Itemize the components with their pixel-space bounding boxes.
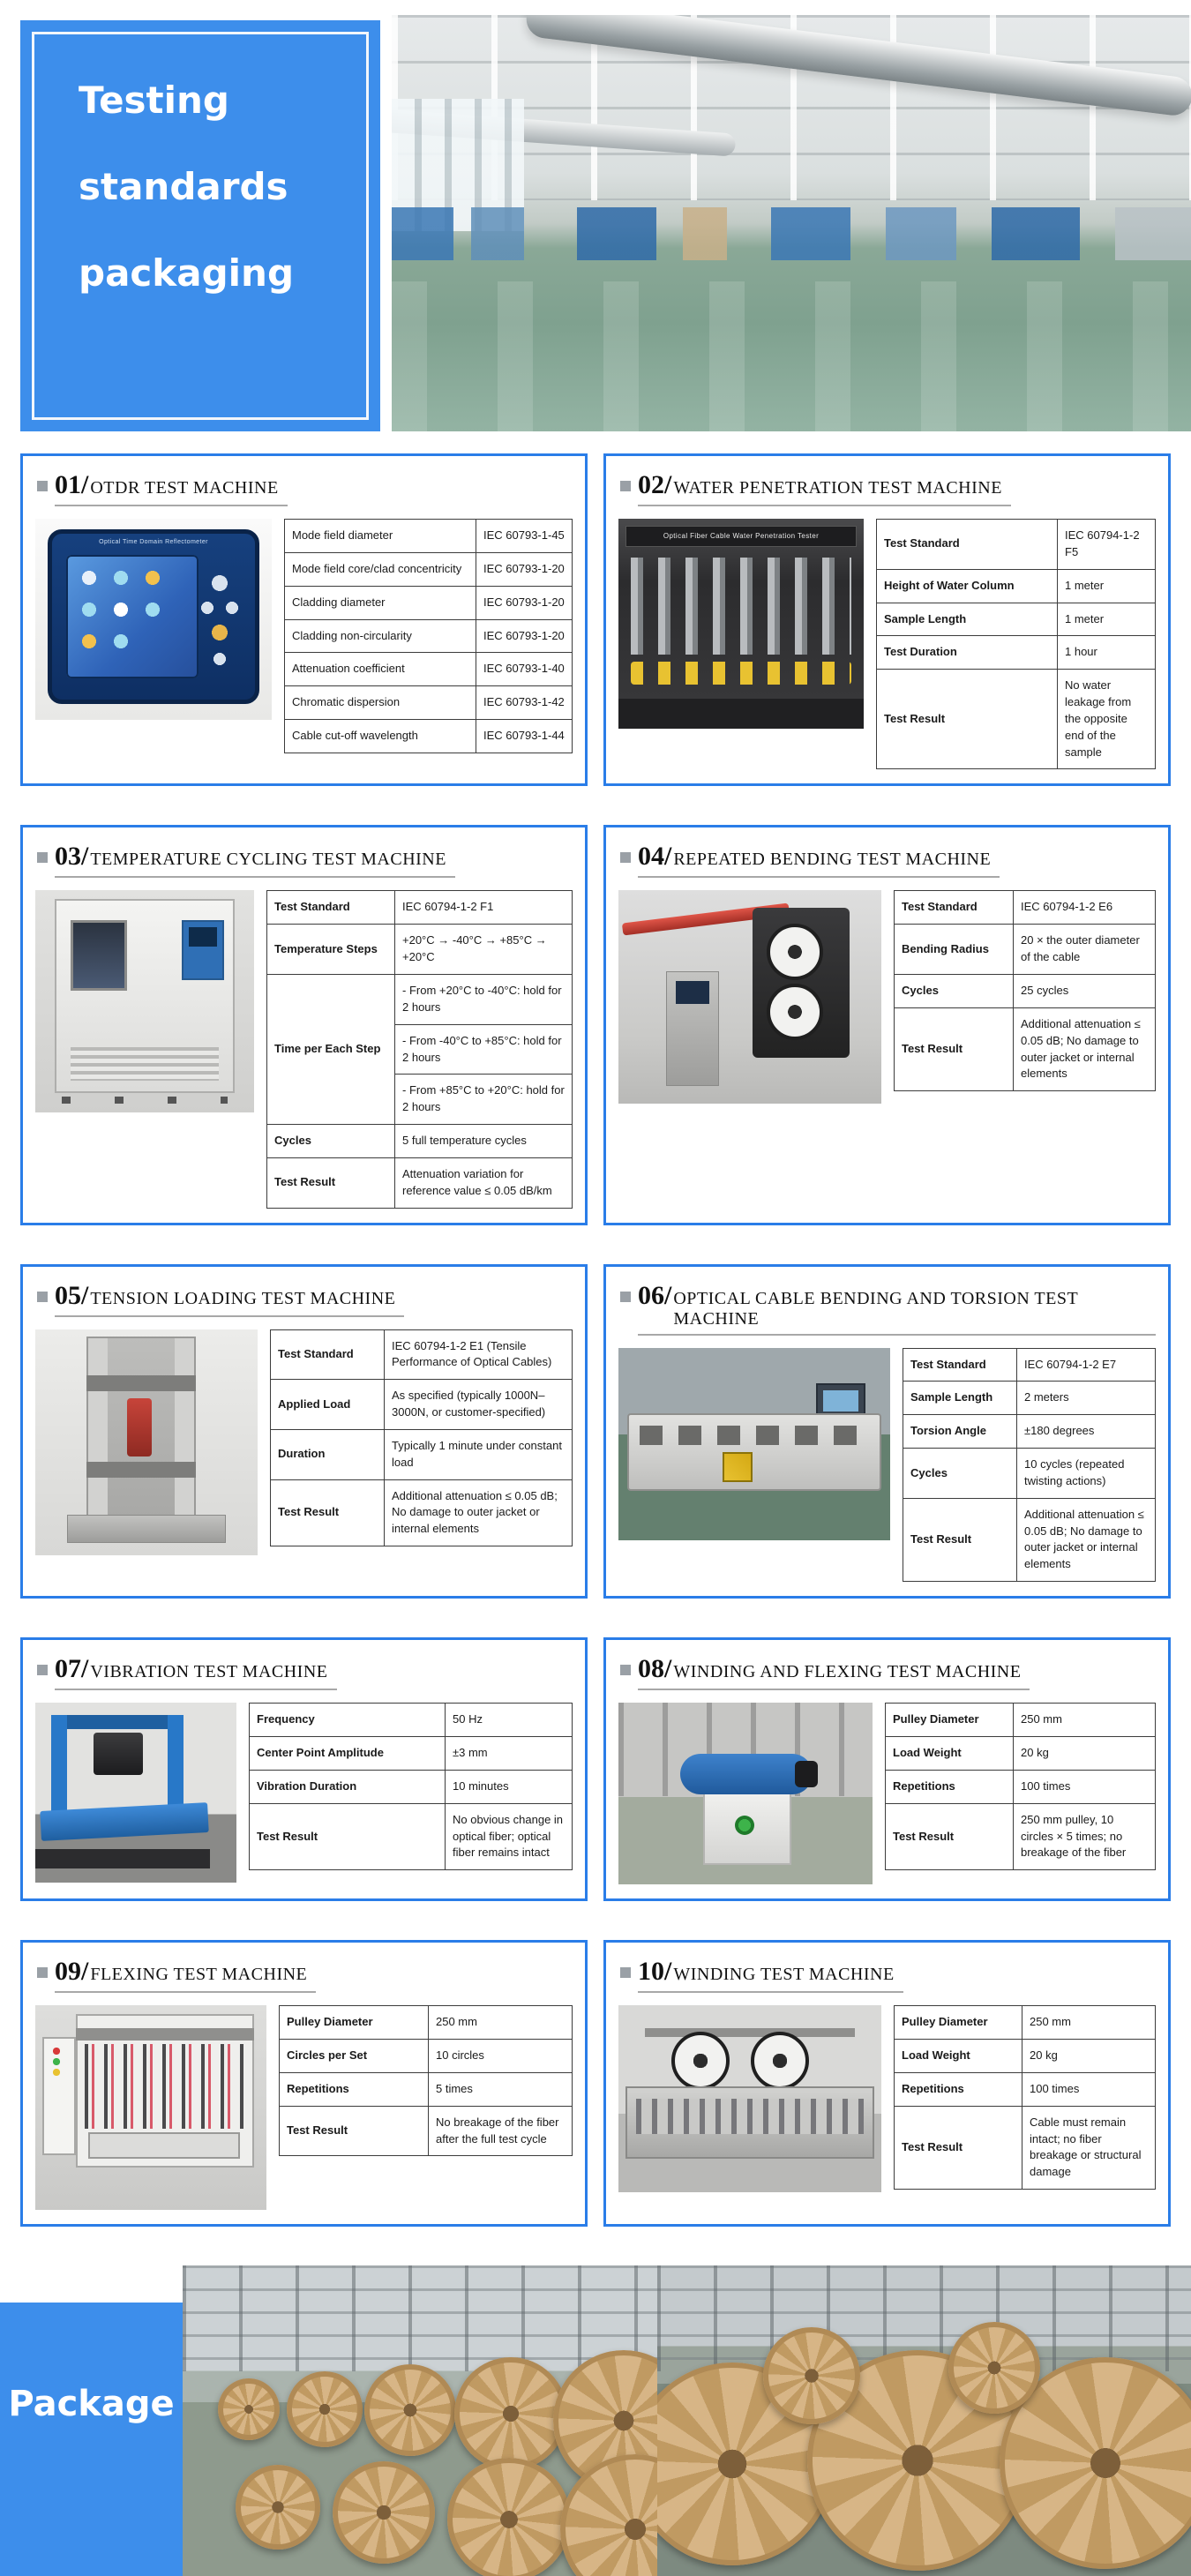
spec-row <box>903 1449 1156 1499</box>
factory-workshop-photo <box>392 15 1191 431</box>
bending-frame <box>753 908 850 1058</box>
spec-value: 10 minutes <box>446 1770 573 1803</box>
spec-table <box>249 1703 573 1870</box>
spec-value: IEC 60794-1-2 F1 <box>395 891 573 925</box>
spec-value: 1 meter <box>1058 603 1156 636</box>
section-04-title <box>620 842 1156 878</box>
spec-row <box>903 1498 1156 1581</box>
spec-row <box>285 586 573 619</box>
otdr-keypad <box>197 569 243 675</box>
hero-title-line-2: standards <box>79 165 288 208</box>
spec-value: 100 times <box>1014 1770 1156 1803</box>
spec-value: 250 mm <box>429 2006 573 2040</box>
package-title-box <box>0 2303 183 2576</box>
section-title-text: OPTICAL CABLE BENDING AND TORSION TEST MACHINE <box>673 1288 1078 1329</box>
section-number: 06/ <box>638 1280 672 1310</box>
spec-value: 250 mm <box>1014 1704 1156 1737</box>
spec-value: 20 kg <box>1014 1737 1156 1771</box>
square-bullet-icon <box>620 1665 631 1675</box>
package-label: Package <box>8 2384 175 2425</box>
warning-sign <box>723 1452 753 1482</box>
section-06-title <box>620 1281 1156 1336</box>
square-bullet-icon <box>620 1292 631 1302</box>
control-cabinet <box>42 2037 76 2155</box>
spec-row <box>271 1329 573 1380</box>
section-02-water-penetration-test-machine <box>603 453 1171 786</box>
machine-nameplate: Optical Fiber Cable Water Penetration Tester <box>625 526 857 547</box>
spec-value: 20 × the outer diameter of the cable <box>1014 925 1156 975</box>
spec-label: Repetitions <box>280 2072 429 2106</box>
section-08-winding-flexing-test-machine <box>603 1637 1171 1901</box>
section-number: 09/ <box>55 1957 89 1987</box>
spec-label: Bending Radius <box>895 925 1014 975</box>
cable-drum <box>287 2371 363 2447</box>
section-number: 02/ <box>638 470 672 499</box>
spec-row <box>895 2006 1156 2040</box>
spec-row <box>895 891 1156 925</box>
flexing-machine-photo <box>35 2005 266 2210</box>
section-title-text: OTDR TEST MACHINE <box>90 478 279 498</box>
spec-row <box>877 520 1156 570</box>
spec-row <box>285 686 573 720</box>
control-pedestal <box>666 971 719 1086</box>
machine-base <box>67 1515 226 1543</box>
spec-row <box>267 891 573 925</box>
cable-drum <box>560 2454 657 2576</box>
spec-row <box>903 1348 1156 1382</box>
spec-label: Center Point Amplitude <box>250 1737 446 1771</box>
section-title-text: TENSION LOADING TEST MACHINE <box>90 1288 396 1308</box>
spec-value: IEC 60793-1-42 <box>476 686 573 720</box>
spec-label: Test Result <box>886 1803 1014 1870</box>
section-title-text: VIBRATION TEST MACHINE <box>90 1662 328 1682</box>
spec-row <box>271 1429 573 1479</box>
water-columns <box>631 558 851 655</box>
water-penetration-machine-photo <box>618 519 864 729</box>
spec-value: Cable must remain intact; no fiber breakage or structural damage <box>1022 2106 1156 2189</box>
spec-row <box>877 569 1156 603</box>
spec-value <box>395 974 573 1124</box>
square-bullet-icon <box>37 1665 48 1675</box>
spec-label: Cycles <box>903 1449 1017 1499</box>
temperature-chamber-photo <box>35 890 254 1112</box>
spec-label: Circles per Set <box>280 2040 429 2073</box>
spec-value: 10 cycles (repeated twisting actions) <box>1017 1449 1156 1499</box>
spec-label: Pulley Diameter <box>895 2006 1022 2040</box>
section-number: 01/ <box>55 470 89 499</box>
winding-flexing-spec-table <box>885 1703 1156 1870</box>
pulley-wheel <box>671 2032 730 2090</box>
repeated-bending-machine-photo <box>618 890 881 1104</box>
spec-value: No water leakage from the opposite end of the sample <box>1058 670 1156 769</box>
spec-table <box>903 1348 1156 1583</box>
machine-base <box>35 1849 210 1868</box>
spec-row <box>886 1704 1156 1737</box>
vibration-spec-table <box>249 1703 573 1870</box>
spec-table <box>876 519 1156 769</box>
spec-value: IEC 60793-1-45 <box>476 520 573 553</box>
spec-row <box>895 2072 1156 2106</box>
warehouse-ceiling-trusses <box>183 2265 657 2371</box>
otdr-spec-table <box>284 519 573 753</box>
chamber-vents <box>71 1047 219 1081</box>
section-title-text: REPEATED BENDING TEST MACHINE <box>673 850 992 870</box>
spec-value: No obvious change in optical fiber; optical fiber remains intact <box>446 1803 573 1870</box>
upper-crosshead <box>86 1375 196 1391</box>
spec-row <box>280 2106 573 2156</box>
spec-sub-value: - From +85°C to +20°C: hold for 2 hours <box>395 1074 572 1124</box>
spec-value: IEC 60793-1-20 <box>476 552 573 586</box>
square-bullet-icon <box>37 852 48 863</box>
otdr-device <box>48 529 259 704</box>
spec-value: As specified (typically 1000N–3000N, or customer-specified) <box>385 1380 573 1430</box>
spec-row <box>280 2006 573 2040</box>
winding-flexing-machine-photo <box>618 1703 873 1884</box>
spec-label: Test Standard <box>271 1329 385 1380</box>
hero-title-line-3: packaging <box>79 251 295 295</box>
spec-row <box>895 1007 1156 1090</box>
spec-label: Test Result <box>895 2106 1022 2189</box>
spec-row <box>285 720 573 753</box>
section-01-otdr-test-machine <box>20 453 588 786</box>
spec-value: ±180 degrees <box>1017 1415 1156 1449</box>
cable-drum <box>763 2327 860 2424</box>
spec-label: Torsion Angle <box>903 1415 1017 1449</box>
spec-row <box>895 974 1156 1007</box>
top-rail <box>645 2028 855 2037</box>
spec-value: ±3 mm <box>446 1737 573 1771</box>
spec-row <box>895 2106 1156 2189</box>
section-number: 03/ <box>55 842 89 872</box>
spec-row <box>903 1415 1156 1449</box>
spec-value: 50 Hz <box>446 1704 573 1737</box>
spec-value: Additional attenuation ≤ 0.05 dB; No damage to outer jacket or internal elements <box>385 1479 573 1546</box>
spec-table <box>894 2005 1156 2190</box>
spec-label: Cycles <box>895 974 1014 1007</box>
water-penetration-spec-table <box>876 519 1156 769</box>
vibration-machine-photo <box>35 1703 236 1883</box>
spec-label: Attenuation coefficient <box>285 653 476 686</box>
spec-label: Pulley Diameter <box>886 1704 1014 1737</box>
cable-drum <box>454 2357 567 2470</box>
section-01-title <box>37 470 573 506</box>
section-03-temperature-cycling-test-machine <box>20 825 588 1224</box>
spec-label: Temperature Steps <box>267 925 395 975</box>
sample-tray <box>88 2132 240 2159</box>
factory-machines-row <box>392 207 1191 260</box>
section-07-vibration-test-machine <box>20 1637 588 1901</box>
section-09-title <box>37 1957 573 1993</box>
spec-row <box>877 670 1156 769</box>
section-number: 04/ <box>638 842 672 872</box>
spec-value: IEC 60793-1-40 <box>476 653 573 686</box>
spec-value: Additional attenuation ≤ 0.05 dB; No damage to outer jacket or internal elements <box>1017 1498 1156 1581</box>
spec-row <box>271 1380 573 1430</box>
tension-machine-photo <box>35 1329 258 1555</box>
spec-table <box>894 890 1156 1091</box>
spec-label: Vibration Duration <box>250 1770 446 1803</box>
spec-value: IEC 60793-1-20 <box>476 619 573 653</box>
chamber-control-panel <box>182 920 224 980</box>
section-title-text: TEMPERATURE CYCLING TEST MACHINE <box>90 850 446 870</box>
spec-label: Test Standard <box>877 520 1058 570</box>
repeated-bending-spec-table <box>894 890 1156 1091</box>
spec-value: 10 circles <box>429 2040 573 2073</box>
section-08-title <box>620 1654 1156 1690</box>
spec-value: 2 meters <box>1017 1382 1156 1415</box>
spec-label: Cycles <box>267 1125 395 1158</box>
hero-title-line-1: Testing <box>79 79 229 122</box>
spec-value: IEC 60794-1-2 E7 <box>1017 1348 1156 1382</box>
spec-label: Pulley Diameter <box>280 2006 429 2040</box>
spec-label: Load Weight <box>895 2040 1022 2073</box>
spec-table <box>270 1329 573 1547</box>
spec-label: Test Standard <box>903 1348 1017 1382</box>
spec-value: 1 hour <box>1058 636 1156 670</box>
hanging-clamps <box>85 2044 247 2129</box>
section-05-title <box>37 1281 573 1317</box>
spec-value: 5 full temperature cycles <box>395 1125 573 1158</box>
otdr-device-label: Optical Time Domain Reflectometer <box>99 539 208 545</box>
package-section <box>0 2265 1191 2576</box>
spec-label: Load Weight <box>886 1737 1014 1771</box>
cable-drum-closeup-photo <box>657 2265 1191 2576</box>
flexing-spec-table <box>279 2005 573 2156</box>
spec-value: IEC 60793-1-44 <box>476 720 573 753</box>
spec-value: 1 meter <box>1058 569 1156 603</box>
spec-row <box>895 925 1156 975</box>
spec-row <box>250 1704 573 1737</box>
header <box>0 0 1191 432</box>
spec-value: +20°C → -40°C → +85°C → +20°C <box>395 925 573 975</box>
chamber-feet <box>62 1097 228 1104</box>
factory-floor-reflection <box>392 281 1191 431</box>
spec-value: 250 mm pulley, 10 circles × 5 times; no breakage of the fiber <box>1014 1803 1156 1870</box>
cable-drum <box>948 2322 1040 2414</box>
spec-row <box>886 1737 1156 1771</box>
spec-label: Applied Load <box>271 1380 385 1430</box>
section-number: 08/ <box>638 1654 672 1684</box>
spec-row <box>886 1770 1156 1803</box>
chamber-window <box>71 920 127 991</box>
bending-torsion-spec-table <box>903 1348 1156 1583</box>
spec-value: 20 kg <box>1022 2040 1156 2073</box>
spec-value: Attenuation variation for reference value ≤ 0.05 dB/km <box>395 1157 573 1208</box>
spec-row <box>903 1382 1156 1415</box>
spec-label: Test Result <box>877 670 1058 769</box>
spec-value: 5 times <box>429 2072 573 2106</box>
spec-table <box>885 1703 1156 1870</box>
square-bullet-icon <box>620 481 631 491</box>
spec-label: Test Result <box>895 1007 1014 1090</box>
square-bullet-icon <box>37 1967 48 1978</box>
spec-label: Test Standard <box>895 891 1014 925</box>
spec-label: Mode field core/clad concentricity <box>285 552 476 586</box>
spec-row <box>285 520 573 553</box>
machine-base <box>618 699 864 729</box>
spec-label: Test Standard <box>267 891 395 925</box>
section-07-title <box>37 1654 573 1690</box>
spec-row <box>895 2040 1156 2073</box>
spec-value: IEC 60794-1-2 E1 (Tensile Performance of Optical Cables) <box>385 1329 573 1380</box>
machine-bed <box>625 2086 874 2159</box>
spec-value: 250 mm <box>1022 2006 1156 2040</box>
cable-drum <box>333 2461 435 2564</box>
spec-value: IEC 60794-1-2 E6 <box>1014 891 1156 925</box>
spec-value: IEC 60794-1-2 F5 <box>1058 520 1156 570</box>
spec-row <box>877 636 1156 670</box>
spec-row <box>267 925 573 975</box>
section-04-repeated-bending-test-machine <box>603 825 1171 1224</box>
spec-table <box>279 2005 573 2156</box>
spec-row <box>280 2040 573 2073</box>
start-button <box>735 1816 754 1835</box>
spec-label: Test Duration <box>877 636 1058 670</box>
spec-row <box>271 1479 573 1546</box>
spec-label: Duration <box>271 1429 385 1479</box>
spec-row <box>267 974 573 1124</box>
cable-drum <box>364 2364 456 2456</box>
vibration-mass <box>94 1733 143 1775</box>
pulley-wheel <box>767 924 823 980</box>
section-10-title <box>620 1957 1156 1993</box>
spec-label: Sample Length <box>903 1382 1017 1415</box>
square-bullet-icon <box>620 852 631 863</box>
spec-value: IEC 60793-1-20 <box>476 586 573 619</box>
hero-title-box <box>20 20 380 431</box>
section-06-bending-torsion-test-machine <box>603 1264 1171 1599</box>
cable-drum <box>447 2458 571 2576</box>
square-bullet-icon <box>37 481 48 491</box>
spec-sub-value: - From -40°C to +85°C: hold for 2 hours <box>395 1024 572 1075</box>
section-title-text: FLEXING TEST MACHINE <box>90 1965 308 1985</box>
section-03-title <box>37 842 573 878</box>
pulley-wheel <box>751 2032 809 2090</box>
cable-drum <box>236 2465 320 2550</box>
valve-handles <box>631 662 851 685</box>
spec-row <box>285 653 573 686</box>
spec-row <box>250 1770 573 1803</box>
spec-row <box>250 1803 573 1870</box>
spec-label: Height of Water Column <box>877 569 1058 603</box>
spec-row <box>886 1803 1156 1870</box>
square-bullet-icon <box>37 1292 48 1302</box>
spec-label: Repetitions <box>895 2072 1022 2106</box>
spec-label: Chromatic dispersion <box>285 686 476 720</box>
section-number: 10/ <box>638 1957 672 1987</box>
section-title-text: WINDING AND FLEXING TEST MACHINE <box>673 1662 1022 1682</box>
cable-drum <box>218 2378 280 2440</box>
spec-value: No breakage of the fiber after the full test cycle <box>429 2106 573 2156</box>
section-number: 05/ <box>55 1280 89 1310</box>
spec-value: Typically 1 minute under constant load <box>385 1429 573 1479</box>
section-05-tension-loading-test-machine <box>20 1264 588 1599</box>
lower-crosshead <box>86 1462 196 1478</box>
spec-label: Test Result <box>903 1498 1017 1581</box>
otdr-machine-photo <box>35 519 272 720</box>
torsion-machine-bed <box>627 1413 881 1491</box>
winding-motor <box>680 1754 813 1794</box>
spec-label: Cable cut-off wavelength <box>285 720 476 753</box>
spec-row <box>267 1125 573 1158</box>
section-09-flexing-test-machine <box>20 1940 588 2227</box>
spec-table <box>284 519 573 753</box>
otdr-screen <box>66 555 198 678</box>
spec-sub-value: - From +20°C to -40°C: hold for 2 hours <box>402 983 562 1014</box>
spec-row <box>285 552 573 586</box>
spec-row <box>285 619 573 653</box>
spec-value: 25 cycles <box>1014 974 1156 1007</box>
spec-label: Cladding diameter <box>285 586 476 619</box>
spec-label: Test Result <box>271 1479 385 1546</box>
section-10-winding-test-machine <box>603 1940 1171 2227</box>
spec-label: Time per Each Step <box>267 974 395 1124</box>
top-beam <box>76 2028 254 2041</box>
winding-machine-photo <box>618 2005 881 2192</box>
spec-label: Mode field diameter <box>285 520 476 553</box>
spec-label: Test Result <box>267 1157 395 1208</box>
temperature-cycling-spec-table <box>266 890 573 1208</box>
spec-label: Test Result <box>250 1803 446 1870</box>
spec-label: Frequency <box>250 1704 446 1737</box>
section-number: 07/ <box>55 1654 89 1684</box>
specimen-grip <box>127 1398 152 1456</box>
spec-label: Test Result <box>280 2106 429 2156</box>
section-title-text: WATER PENETRATION TEST MACHINE <box>673 478 1002 498</box>
section-title-text: WINDING TEST MACHINE <box>673 1965 895 1985</box>
winding-spec-table <box>894 2005 1156 2190</box>
spec-row <box>267 1157 573 1208</box>
spec-row <box>280 2072 573 2106</box>
pulley-wheel <box>767 984 823 1040</box>
spec-value: 100 times <box>1022 2072 1156 2106</box>
spec-value: Additional attenuation ≤ 0.05 dB; No damage to outer jacket or internal elements <box>1014 1007 1156 1090</box>
spec-label: Sample Length <box>877 603 1058 636</box>
tension-loading-spec-table <box>270 1329 573 1547</box>
cable-drum-warehouse-photo <box>183 2265 657 2576</box>
spec-row <box>250 1737 573 1771</box>
spec-label: Cladding non-circularity <box>285 619 476 653</box>
spec-row <box>877 603 1156 636</box>
square-bullet-icon <box>620 1967 631 1978</box>
spec-label: Repetitions <box>886 1770 1014 1803</box>
sections-grid <box>0 432 1191 2227</box>
bending-torsion-machine-photo <box>618 1348 890 1540</box>
section-02-title <box>620 470 1156 506</box>
spec-table <box>266 890 573 1208</box>
